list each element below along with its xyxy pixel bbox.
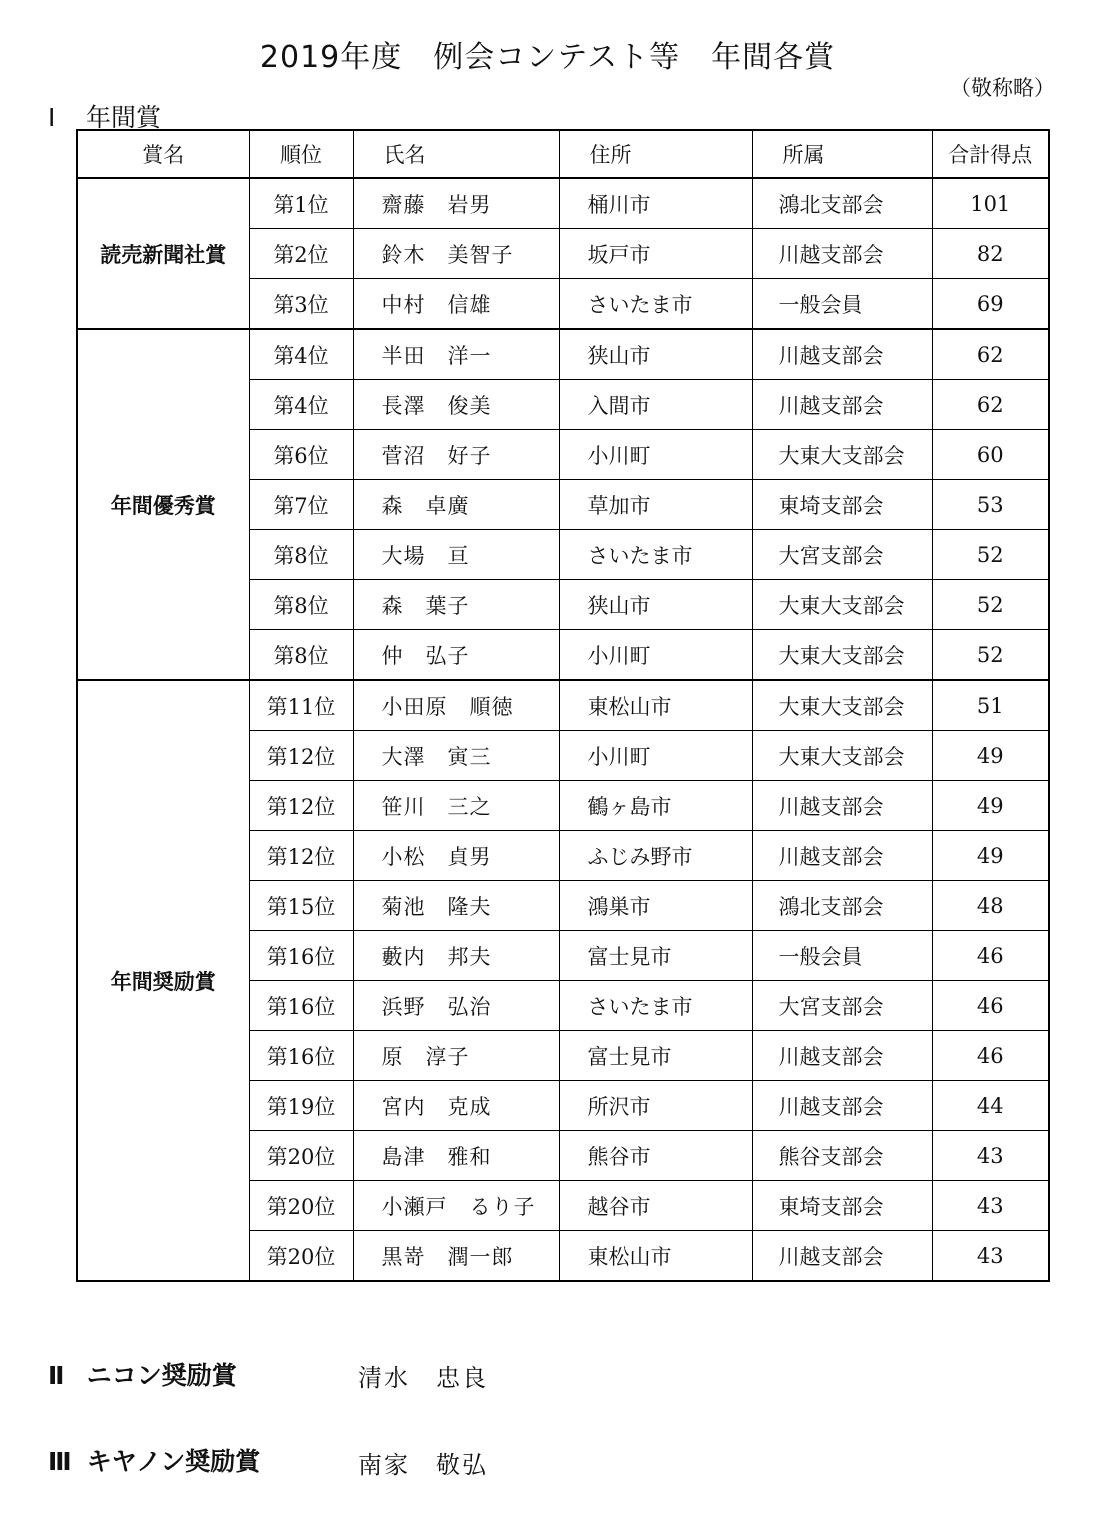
canon-award-winner: 南家 敬弘 — [358, 1451, 488, 1479]
rank-cell: 第8位 — [249, 580, 353, 630]
address-cell: 小川町 — [559, 630, 752, 681]
name-cell: 笹川 三之 — [353, 781, 559, 831]
affiliation-cell: 熊谷支部会 — [752, 1131, 932, 1181]
score-cell: 46 — [932, 1031, 1049, 1081]
address-cell: さいたま市 — [559, 981, 752, 1031]
address-cell: ふじみ野市 — [559, 831, 752, 881]
rank-cell: 第20位 — [249, 1131, 353, 1181]
name-cell: 島津 雅和 — [353, 1131, 559, 1181]
rank-cell: 第7位 — [249, 480, 353, 530]
address-cell: さいたま市 — [559, 279, 752, 330]
name-cell: 森 葉子 — [353, 580, 559, 630]
section-canon-award-heading — [48, 1442, 260, 1478]
score-cell: 60 — [932, 430, 1049, 480]
affiliation-cell: 川越支部会 — [752, 380, 932, 430]
header-score: 合計得点 — [932, 130, 1049, 178]
rank-cell: 第16位 — [249, 931, 353, 981]
table-row — [77, 329, 1049, 380]
name-cell: 森 卓廣 — [353, 480, 559, 530]
rank-cell: 第12位 — [249, 781, 353, 831]
affiliation-cell: 鴻北支部会 — [752, 881, 932, 931]
address-cell: 草加市 — [559, 480, 752, 530]
rank-cell: 第15位 — [249, 881, 353, 931]
name-cell: 小田原 順徳 — [353, 680, 559, 731]
name-cell: 齋藤 岩男 — [353, 178, 559, 229]
name-cell: 黒嵜 潤一郎 — [353, 1231, 559, 1282]
score-cell: 48 — [932, 881, 1049, 931]
score-cell: 51 — [932, 680, 1049, 731]
score-cell: 43 — [932, 1231, 1049, 1282]
affiliation-cell: 大東大支部会 — [752, 630, 932, 681]
section-label: ニコン奨励賞 — [86, 1361, 237, 1390]
name-cell: 半田 洋一 — [353, 329, 559, 380]
affiliation-cell: 大東大支部会 — [752, 580, 932, 630]
score-cell: 101 — [932, 178, 1049, 229]
section-label: キヤノン奨励賞 — [86, 1447, 261, 1476]
address-cell: 狭山市 — [559, 580, 752, 630]
address-cell: 坂戸市 — [559, 229, 752, 279]
address-cell: さいたま市 — [559, 530, 752, 580]
name-cell: 浜野 弘治 — [353, 981, 559, 1031]
affiliation-cell: 東埼支部会 — [752, 1181, 932, 1231]
affiliation-cell: 大東大支部会 — [752, 731, 932, 781]
rank-cell: 第8位 — [249, 630, 353, 681]
score-cell: 46 — [932, 981, 1049, 1031]
address-cell: 熊谷市 — [559, 1131, 752, 1181]
header-award: 賞名 — [77, 130, 249, 178]
affiliation-cell: 川越支部会 — [752, 229, 932, 279]
score-cell: 49 — [932, 831, 1049, 881]
affiliation-cell: 大宮支部会 — [752, 981, 932, 1031]
score-cell: 44 — [932, 1081, 1049, 1131]
rank-cell: 第12位 — [249, 731, 353, 781]
rank-cell: 第1位 — [249, 178, 353, 229]
rank-cell: 第12位 — [249, 831, 353, 881]
address-cell: 東松山市 — [559, 680, 752, 731]
name-cell: 原 淳子 — [353, 1031, 559, 1081]
affiliation-cell: 川越支部会 — [752, 1031, 932, 1081]
name-cell: 鈴木 美智子 — [353, 229, 559, 279]
name-cell: 大澤 寅三 — [353, 731, 559, 781]
header-rank: 順位 — [249, 130, 353, 178]
nikon-award-winner: 清水 忠良 — [358, 1364, 488, 1392]
header-affiliation: 所属 — [752, 130, 932, 178]
score-cell: 62 — [932, 329, 1049, 380]
page-title: 2019年度 例会コンテスト等 年間各賞 — [259, 40, 836, 75]
award-name-cell: 年間優秀賞 — [77, 329, 249, 680]
score-cell: 49 — [932, 781, 1049, 831]
affiliation-cell: 川越支部会 — [752, 1081, 932, 1131]
affiliation-cell: 大宮支部会 — [752, 530, 932, 580]
score-cell: 46 — [932, 931, 1049, 981]
rank-cell: 第3位 — [249, 279, 353, 330]
address-cell: 富士見市 — [559, 1031, 752, 1081]
score-cell: 53 — [932, 480, 1049, 530]
award-name-cell: 読売新聞社賞 — [77, 178, 249, 329]
affiliation-cell: 川越支部会 — [752, 1231, 932, 1282]
affiliation-cell: 東埼支部会 — [752, 480, 932, 530]
table-row — [77, 680, 1049, 731]
rank-cell: 第20位 — [249, 1231, 353, 1282]
name-cell: 藪内 邦夫 — [353, 931, 559, 981]
affiliation-cell: 川越支部会 — [752, 781, 932, 831]
name-cell: 菅沼 好子 — [353, 430, 559, 480]
honorifics-note: （敬称略） — [950, 76, 1055, 100]
section-label: 年間賞 — [85, 103, 161, 132]
rank-cell: 第4位 — [249, 329, 353, 380]
score-cell: 52 — [932, 580, 1049, 630]
rank-cell: 第2位 — [249, 229, 353, 279]
address-cell: 小川町 — [559, 731, 752, 781]
section-number: Ⅱ — [48, 1361, 65, 1390]
section-number: Ⅰ — [48, 103, 56, 132]
affiliation-cell: 川越支部会 — [752, 329, 932, 380]
rank-cell: 第6位 — [249, 430, 353, 480]
affiliation-cell: 一般会員 — [752, 931, 932, 981]
score-cell: 43 — [932, 1181, 1049, 1231]
name-cell: 宮内 克成 — [353, 1081, 559, 1131]
address-cell: 所沢市 — [559, 1081, 752, 1131]
rank-cell: 第8位 — [249, 530, 353, 580]
affiliation-cell: 鴻北支部会 — [752, 178, 932, 229]
score-cell: 69 — [932, 279, 1049, 330]
score-cell: 82 — [932, 229, 1049, 279]
table-row — [77, 178, 1049, 229]
header-row — [77, 130, 1049, 178]
address-cell: 狭山市 — [559, 329, 752, 380]
address-cell: 富士見市 — [559, 931, 752, 981]
address-cell: 鴻巣市 — [559, 881, 752, 931]
affiliation-cell: 大東大支部会 — [752, 430, 932, 480]
name-cell: 大場 亘 — [353, 530, 559, 580]
score-cell: 62 — [932, 380, 1049, 430]
annual-awards-table — [76, 129, 1050, 1282]
section-number: Ⅲ — [48, 1447, 72, 1476]
score-cell: 52 — [932, 630, 1049, 681]
address-cell: 東松山市 — [559, 1231, 752, 1282]
rank-cell: 第20位 — [249, 1181, 353, 1231]
name-cell: 菊池 隆夫 — [353, 881, 559, 931]
rank-cell: 第11位 — [249, 680, 353, 731]
score-cell: 43 — [932, 1131, 1049, 1181]
rank-cell: 第16位 — [249, 1031, 353, 1081]
header-name: 氏名 — [353, 130, 559, 178]
affiliation-cell: 一般会員 — [752, 279, 932, 330]
name-cell: 小瀬戸 るり子 — [353, 1181, 559, 1231]
address-cell: 越谷市 — [559, 1181, 752, 1231]
name-cell: 小松 貞男 — [353, 831, 559, 881]
address-cell: 入間市 — [559, 380, 752, 430]
header-address: 住所 — [559, 130, 752, 178]
score-cell: 49 — [932, 731, 1049, 781]
affiliation-cell: 大東大支部会 — [752, 680, 932, 731]
section-nikon-award-heading — [48, 1356, 237, 1392]
affiliation-cell: 川越支部会 — [752, 831, 932, 881]
address-cell: 小川町 — [559, 430, 752, 480]
name-cell: 長澤 俊美 — [353, 380, 559, 430]
rank-cell: 第4位 — [249, 380, 353, 430]
score-cell: 52 — [932, 530, 1049, 580]
address-cell: 鶴ヶ島市 — [559, 781, 752, 831]
address-cell: 桶川市 — [559, 178, 752, 229]
name-cell: 仲 弘子 — [353, 630, 559, 681]
name-cell: 中村 信雄 — [353, 279, 559, 330]
award-table-body — [77, 178, 1049, 1281]
award-name-cell: 年間奨励賞 — [77, 680, 249, 1281]
rank-cell: 第19位 — [249, 1081, 353, 1131]
rank-cell: 第16位 — [249, 981, 353, 1031]
